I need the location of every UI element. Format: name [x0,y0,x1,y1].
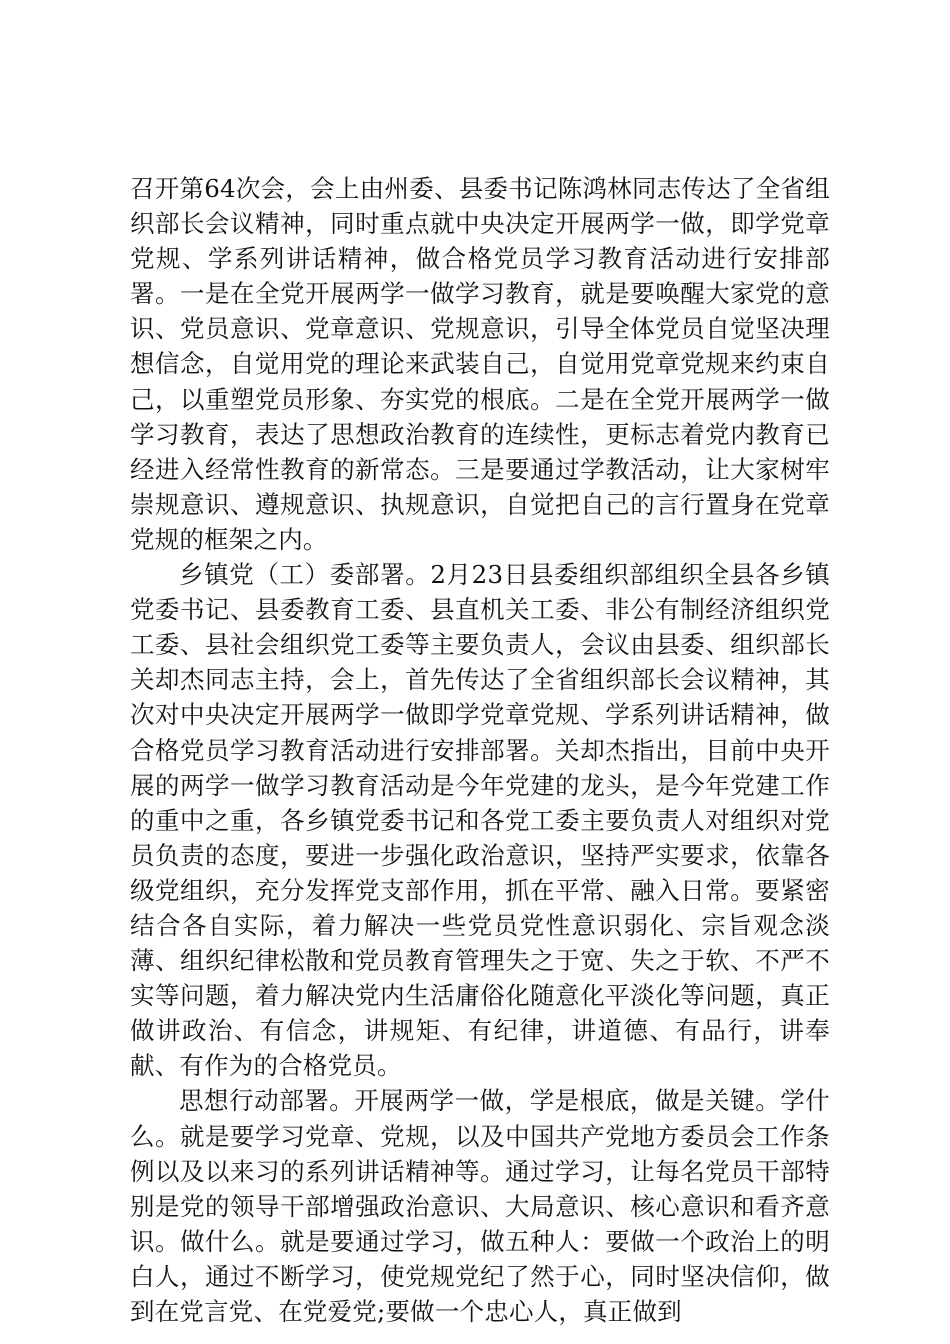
paragraph-3: 思想行动部署。开展两学一做，学是根底，做是关键。学什么。就是要学习党章、党规，以及中国共产党地方委员会工作条例以及以来习的系列讲话精神等。通过学习，让每名党员干部特别是党的领导干部增强政治意识、大局意识、核心意识和看齐意识。做什么。就是要通过学习，做五种人：要做一个政治上的明白人，通过不断学习，使党规党纪了然于心，同时坚决信仰，做到在党言党、在党爱党;要做一个忠心人，真正做到 [130,1086,830,1326]
paragraph-1: 召开第64次会，会上由州委、县委书记陈鸿林同志传达了全省组织部长会议精神，同时重点就中央决定开展两学一做，即学党章党规、学系列讲话精神，做合格党员学习教育活动进行安排部署。一是在全党开展两学一做学习教育，就是要唤醒大家党的意识、党员意识、党章意识、党规意识，引导全体党员自觉坚决理想信念，自觉用党的理论来武装自己，自觉用党章党规来约束自己，以重塑党员形象、夯实党的根底。二是在全党开展两学一做学习教育，表达了思想政治教育的连续性，更标志着党内教育已经进入经常性教育的新常态。三是要通过学教活动，让大家树牢崇规意识、遵规意识、执规意识，自觉把自己的言行置身在党章党规的框架之内。 [130,174,830,554]
paragraph-2: 乡镇党（工）委部署。2月23日县委组织部组织全县各乡镇党委书记、县委教育工委、县直机关工委、非公有制经济组织党工委、县社会组织党工委等主要负责人，会议由县委、组织部长关却杰同志主持，会上，首先传达了全省组织部长会议精神，其次对中央决定开展两学一做即学党章党规、学系列讲话精神，做合格党员学习教育活动进行安排部署。关却杰指出，目前中央开展的两学一做学习教育活动是今年党建的龙头，是今年党建工作的重中之重，各乡镇党委书记和各党工委主要负责人对组织对党员负责的态度，要进一步强化政治意识，坚持严实要求，依靠各级党组织，充分发挥党支部作用，抓在平常、融入日常。要紧密结合各自实际，着力解决一些党员党性意识弱化、宗旨观念淡薄、组织纪律松散和党员教育管理失之于宽、失之于软、不严不实等问题，着力解决党内生活庸俗化随意化平淡化等问题，真正做讲政治、有信念，讲规矩、有纪律，讲道德、有品行，讲奉献、有作为的合格党员。 [130,560,830,1081]
document-body [130,171,830,1329]
